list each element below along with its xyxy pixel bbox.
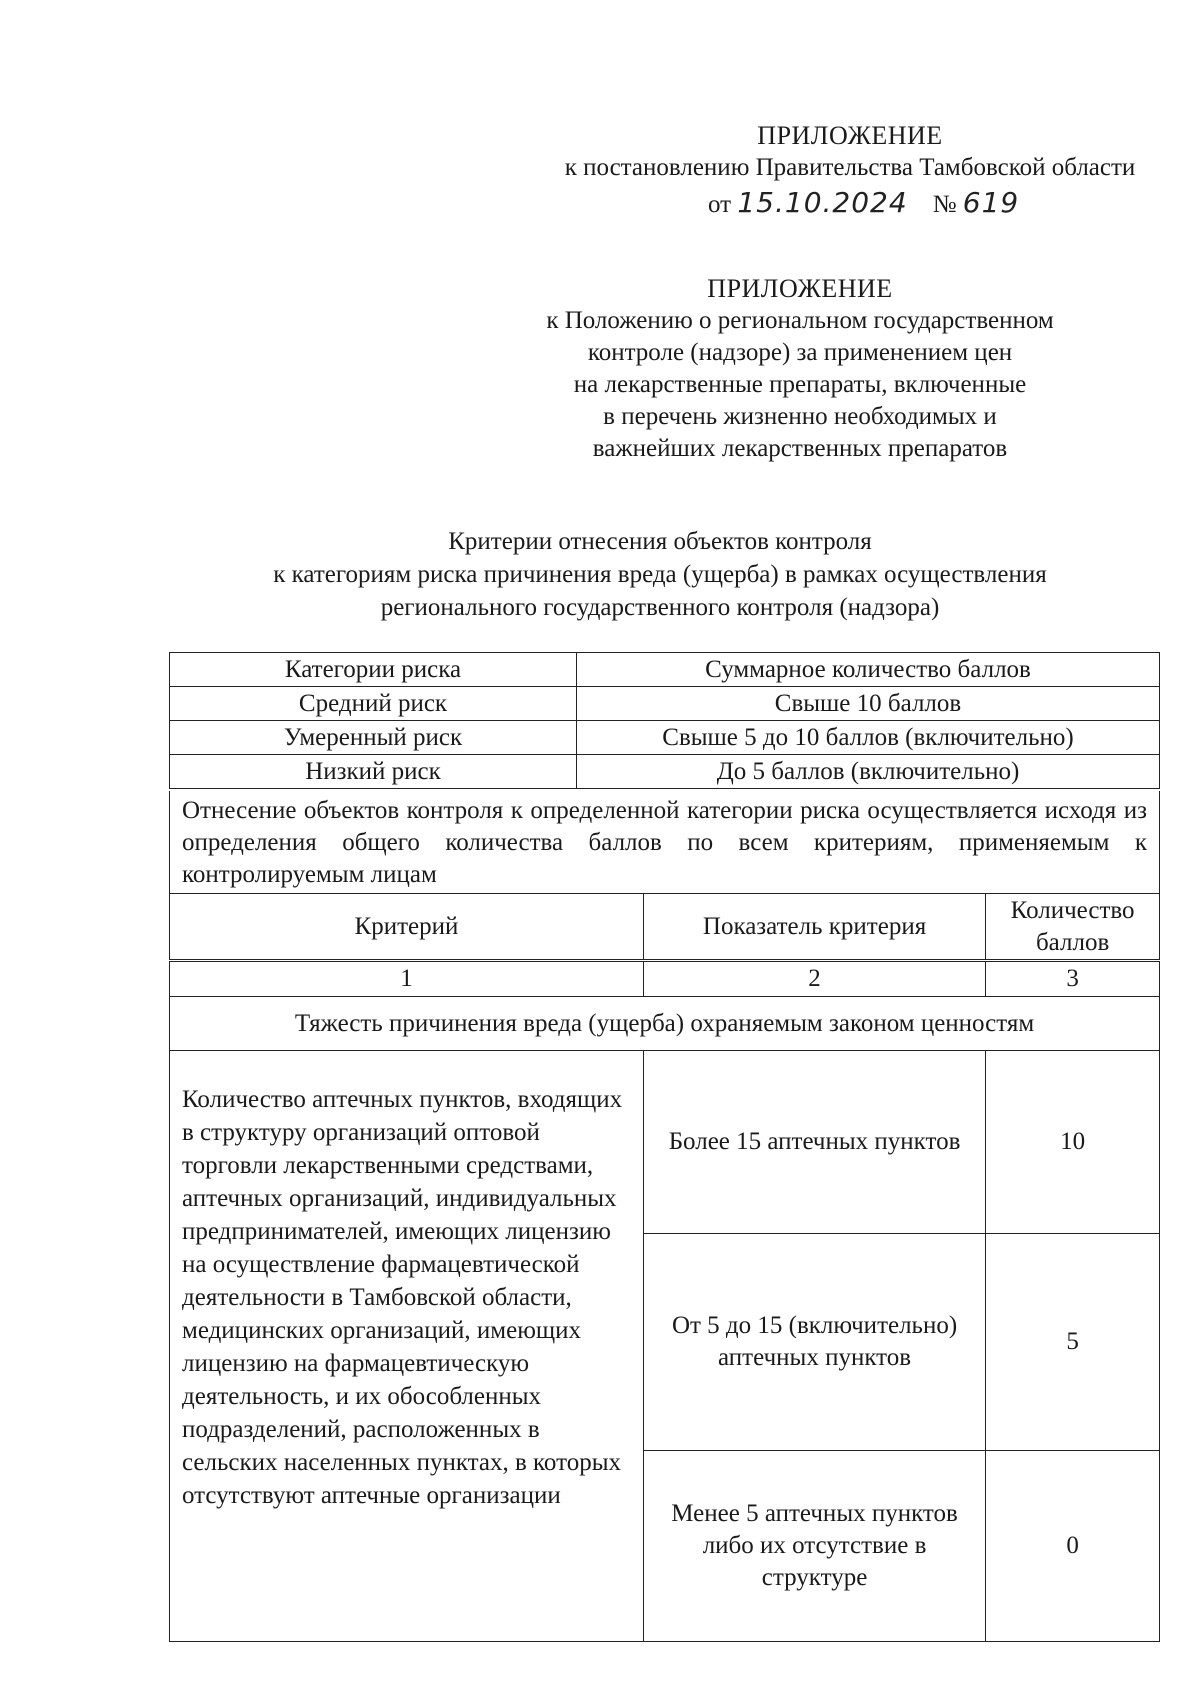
criterion-cell: Количество аптечных пунктов, входящих в структуру организаций оптовой торговли лекарственными средствами, аптечных организаций, индивидуальных предпринимателей, имеющих лицензию на осуществление фармацевтической деятельности в Тамбовской области, медицинских организаций, имеющих лицензию на фармацевтическую деятельность, и их обособленных подразделений, расположенных в сельских населенных пунктах, в которых отсутствуют аптечные организации xyxy=(170,1051,644,1642)
risk-category-cell: Умеренный риск xyxy=(170,721,577,755)
appendix2-line: важнейших лекарственных препаратов xyxy=(592,435,1008,462)
points-cell: 0 xyxy=(986,1451,1160,1642)
table-row xyxy=(170,687,1160,721)
header-cell: Показатель критерия xyxy=(643,894,985,961)
handwritten-date: 15.10.2024 xyxy=(737,186,908,219)
indicator-text: Более 15 аптечных пунктов xyxy=(668,1128,961,1155)
risk-category-table xyxy=(169,652,1160,789)
appendix-subtitle: к постановлению Правительства Тамбовской области xyxy=(564,154,1136,181)
points-cell: 10 xyxy=(986,1051,1160,1234)
classification-note: Отнесение объектов контроля к определенной категории риска осуществляется исходя из определения общего количества баллов по всем критериям, применяемым к контролируемым лицам xyxy=(169,791,1160,894)
header-cell: Категории риска xyxy=(170,653,577,687)
header-cell: Суммарное количество баллов xyxy=(577,653,1160,687)
table-header-row xyxy=(170,653,1160,687)
date-prefix: от xyxy=(708,191,732,218)
points-range-cell: Свыше 10 баллов xyxy=(577,687,1160,721)
appendix2-line: к Положению о региональном государственном xyxy=(546,307,1054,334)
table-row xyxy=(170,1051,1160,1234)
table-row xyxy=(170,755,1160,789)
table-header-row xyxy=(170,894,1160,961)
column-number: 1 xyxy=(170,961,644,997)
indicator-cell xyxy=(643,1051,985,1234)
title-line: Критерии отнесения объектов контроля xyxy=(448,528,872,555)
appendix-title-2: ПРИЛОЖЕНИЕ xyxy=(707,274,893,303)
risk-category-cell: Средний риск xyxy=(170,687,577,721)
column-number-row xyxy=(170,961,1160,997)
indicator-cell xyxy=(643,1234,985,1451)
column-number: 3 xyxy=(986,961,1160,997)
appendix-header-resolution xyxy=(564,120,1136,184)
header-cell: Количество баллов xyxy=(986,894,1160,961)
section-row xyxy=(170,997,1160,1051)
resolution-date-line xyxy=(708,186,1019,219)
points-range-cell: Свыше 5 до 10 баллов (включительно) xyxy=(577,721,1160,755)
indicator-text: От 5 до 15 (включительно) аптечных пунктов xyxy=(671,1312,958,1371)
column-number: 2 xyxy=(643,961,985,997)
appendix-header-regulation xyxy=(520,273,1080,465)
appendix2-line: контроле (надзоре) за применением цен xyxy=(587,339,1013,366)
indicator-cell xyxy=(643,1451,985,1642)
indicator-text: Менее 5 аптечных пунктов либо их отсутствие в структуре xyxy=(671,1500,958,1591)
header-cell: Критерий xyxy=(170,894,644,961)
section-heading: Тяжесть причинения вреда (ущерба) охраняемым законом ценностям xyxy=(170,997,1160,1051)
criteria-table xyxy=(169,893,1160,1642)
points-cell: 5 xyxy=(986,1234,1160,1451)
appendix2-line: в перечень жизненно необходимых и xyxy=(603,403,997,430)
appendix2-line: на лекарственные препараты, включенные xyxy=(573,371,1027,398)
table-row xyxy=(170,721,1160,755)
risk-category-cell: Низкий риск xyxy=(170,755,577,789)
title-line: регионального государственного контроля (надзора) xyxy=(380,594,940,621)
document-title xyxy=(150,525,1170,624)
title-line: к категориям риска причинения вреда (ущерба) в рамках осуществления xyxy=(273,561,1047,588)
appendix-title: ПРИЛОЖЕНИЕ xyxy=(757,121,943,150)
handwritten-number: 619 xyxy=(962,186,1020,219)
points-range-cell: До 5 баллов (включительно) xyxy=(577,755,1160,789)
number-prefix: № xyxy=(932,191,957,218)
